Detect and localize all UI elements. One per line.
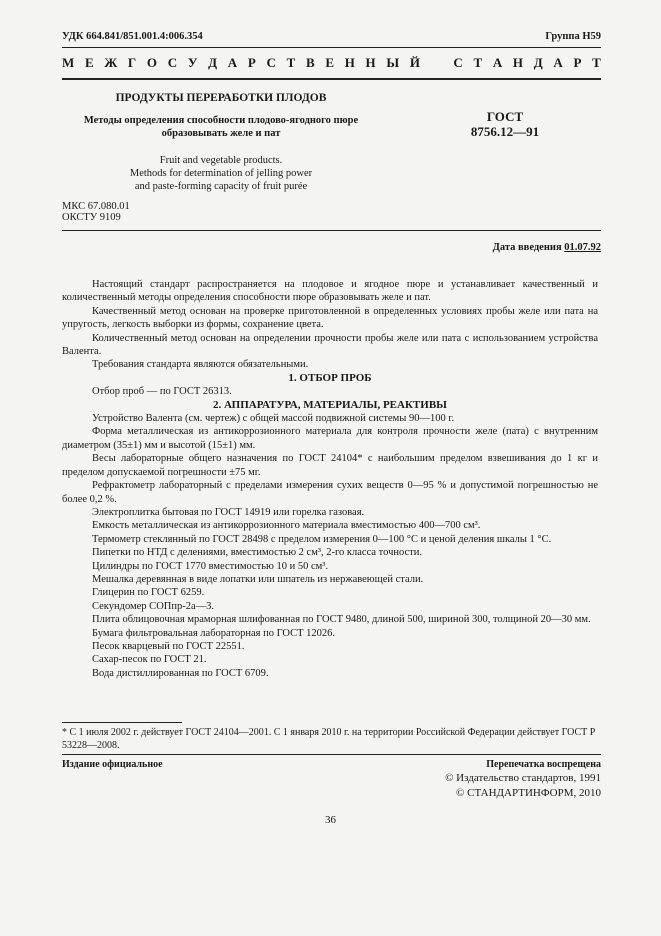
classification-codes [62, 202, 130, 223]
heading-letter: Г [127, 55, 137, 70]
subtitle-ru-line2: образовывать желе и пат [161, 128, 281, 139]
intro-paragraph: Настоящий стандарт распространяется на плодовое и ягодное пюре и устанавливает качественный и количественный методы определения способности пюре образовывать желе и пат. [62, 279, 598, 304]
heading-letter: А [492, 55, 503, 70]
heading-letter [431, 55, 443, 71]
equipment-item: Плита облицовочная мраморная шлифованная по ГОСТ 9480, длиной 500, шириной 300, толщиной 20—30 мм. [92, 614, 591, 626]
heading-letter: Н [344, 55, 355, 70]
header-rule-top [62, 47, 601, 48]
subtitle-en-line2: Methods for determination of jelling power [129, 168, 313, 179]
heading-letter: У [187, 55, 198, 70]
intro-paragraph: Качественный метод основан на проверке приготовленной в определенных условиях пробы желе или пата на упругость, легкость выборки из формы, сохранение цвета. [62, 305, 598, 331]
heading-letter: В [305, 55, 315, 70]
equipment-item: Электроплитка бытовая по ГОСТ 14919 или горелка газовая. [92, 506, 365, 518]
subtitle-en-line3: and paste-forming capacity of fruit purée [134, 181, 308, 192]
heading-letter: Т [592, 55, 601, 70]
equipment-item: Песок кварцевый по ГОСТ 22551. [92, 640, 245, 652]
heading-letter: Д [208, 55, 218, 70]
official-edition: Издание официальное [62, 759, 163, 770]
effective-date [493, 242, 601, 253]
heading-letter: Ы [386, 55, 400, 70]
footnote-rule [62, 722, 182, 723]
heading-letter: Е [84, 55, 94, 70]
udk-code: УДК 664.841/851.001.4:006.354 [62, 31, 203, 42]
header-rule-bottom [62, 78, 601, 80]
section-1-text: Отбор проб — по ГОСТ 26313. [92, 386, 232, 398]
copyright-1991: © Издательство стандартов, 1991 [445, 772, 601, 784]
intro-paragraph: Количественный метод основан на определении прочности пробы желе или пата с использованием устройства Валента. [62, 332, 598, 358]
equipment-item: Сахар-песок по ГОСТ 21. [92, 654, 207, 666]
heading-letter: С [266, 55, 276, 70]
equipment-item: Пипетки по НТД с делениями, вместимостью 2 см³, 2-го класса точности. [92, 547, 422, 559]
subtitle-ru-line1: Методы определения способности плодово-ягодного пюре [83, 115, 359, 126]
heading-letter: Д [533, 55, 543, 70]
equipment-item: Весы лабораторные общего назначения по ГОСТ 24104* с наибольшим пределом взвешивания до 1 кг и пределом допускаемой погрешности ±75 мг. [62, 453, 598, 478]
title-rule [62, 230, 601, 231]
group-code: Группа Н59 [545, 31, 601, 42]
equipment-item: Форма металлическая из антикоррозионного материала для контроля прочности желе (пата) с внутренним диаметром (35±1) мм и высотой (15±1) мм. [62, 426, 598, 451]
footnote: * С 1 июля 2002 г. действует ГОСТ 24104—2001. С 1 января 2010 г. на территории Российской Федерации действует ГОСТ Р 53228—2008. [62, 727, 596, 751]
heading-letter: А [227, 55, 238, 70]
document-body [62, 278, 598, 680]
heading-letter: Т [473, 55, 483, 70]
equipment-item: Рефрактометр лабораторный с пределами измерения сухих веществ 0—95 % и допустимой погрешностью не более 0,2 %. [62, 480, 598, 505]
equipment-item: Бумага фильтровальная лабораторная по ГОСТ 12026. [92, 627, 336, 639]
equipment-item: Вода дистиллированная по ГОСТ 6709. [92, 667, 269, 679]
heading-letter: Е [325, 55, 334, 70]
section-1-heading: 1. ОТБОР ПРОБ [288, 371, 372, 384]
heading-letter: Р [247, 55, 256, 70]
heading-letter: Н [365, 55, 376, 70]
title-block [62, 92, 380, 193]
equipment-item: Мешалка деревянная в виде лопатки или шпатель из нержавеющей стали. [92, 573, 424, 585]
heading-letter: Р [573, 55, 582, 70]
equipment-item: Емкость металлическая из антикоррозионного материала вместимостью 400—700 см³. [92, 520, 481, 532]
equipment-item: Термометр стеклянный по ГОСТ 28498 с пределом измерения 0—100 °С и ценой деления шкалы 1 °С. [92, 533, 552, 545]
equipment-item: Секундомер СОПпр-2а—3. [92, 600, 215, 612]
heading-letter: Т [286, 55, 296, 70]
copyright-2010: © СТАНДАРТИНФОРМ, 2010 [456, 787, 601, 799]
heading-letter: Ж [104, 55, 118, 70]
gost-label: ГОСТ [486, 109, 524, 124]
heading-letter: С [167, 55, 178, 70]
effective-date-value: 01.07.92 [564, 242, 601, 253]
okstu-code: ОКСТУ 9109 [62, 211, 121, 223]
intro-paragraph: Требования стандарта являются обязательными. [92, 359, 309, 371]
equipment-item: Глицерин по ГОСТ 6259. [92, 587, 205, 599]
page-number: 36 [325, 814, 336, 826]
heading-letter: О [146, 55, 158, 70]
subtitle-en-line1: Fruit and vegetable products. [159, 155, 283, 166]
mks-code: МКС 67.080.01 [62, 201, 130, 212]
effective-date-label: Дата введения [492, 242, 562, 253]
reprint-notice: Перепечатка воспрещена [486, 759, 601, 770]
page-title: ПРОДУКТЫ ПЕРЕРАБОТКИ ПЛОДОВ [115, 92, 327, 104]
heading-letter: М [62, 55, 75, 70]
footer-rule [62, 754, 601, 755]
gost-code: 8756.12—91 [470, 124, 540, 139]
equipment-item: Цилиндры по ГОСТ 1770 вместимостью 10 и 50 см³. [92, 560, 329, 572]
gost-number [420, 109, 590, 139]
heading-letter: А [553, 55, 563, 70]
equipment-item: Устройство Валента (см. чертеж) с общей массой подвижной системы 90—100 г. [92, 413, 455, 425]
heading-letter: С [453, 55, 463, 70]
interstate-standard-heading [62, 55, 601, 71]
section-2-heading: 2. АППАРАТУРА, МАТЕРИАЛЫ, РЕАКТИВЫ [213, 398, 447, 411]
heading-letter: Н [512, 55, 524, 70]
copyright-block [445, 771, 601, 801]
heading-letter: Й [409, 55, 420, 70]
